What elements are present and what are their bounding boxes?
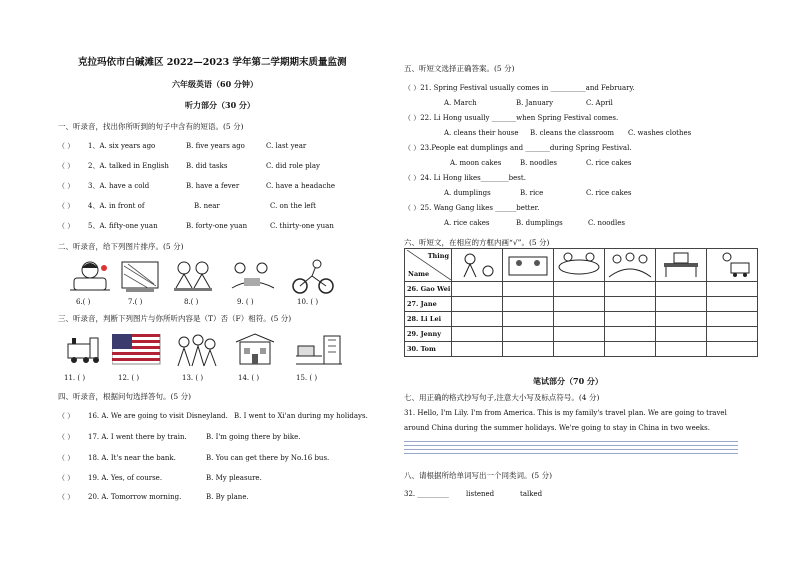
building-picture (234, 332, 276, 368)
option-b: B. five years ago (186, 142, 245, 150)
table-row (405, 312, 758, 327)
option-b: B. You can get there by No.16 bus. (206, 454, 330, 462)
check-cell[interactable] (605, 327, 656, 342)
check-cell[interactable] (707, 282, 758, 297)
table-row (405, 282, 758, 297)
question-32-blank[interactable]: 32. _________ (404, 490, 449, 498)
cooking-picture (228, 258, 278, 296)
check-cell[interactable] (452, 297, 503, 312)
street-picture (294, 332, 344, 368)
question: （ ）25. Wang Gang likes ______better. (404, 204, 540, 212)
people-drawing-picture (170, 258, 216, 296)
option-b: B. I went to Xi'an during my holidays. (234, 412, 368, 420)
header-thing: Thing (427, 252, 449, 260)
check-cell[interactable] (656, 342, 707, 357)
word-listened: listened (466, 490, 495, 498)
option-a: 5、A. fifty-one yuan (88, 222, 158, 230)
check-cell[interactable] (554, 297, 605, 312)
row-number: 26. (407, 285, 419, 293)
section-7-heading: 七、用正确的格式抄写句子,注意大小写及标点符号。(4 分) (404, 393, 600, 402)
option-b: B. My pleasure. (206, 474, 262, 482)
answer-paren[interactable]: （ ） (58, 222, 75, 230)
check-cell[interactable] (707, 342, 758, 357)
check-cell[interactable] (656, 282, 707, 297)
row-name: Li Lei (420, 315, 442, 323)
option-a: 16. A. We are going to visit Disneyland. (88, 412, 228, 420)
check-cell[interactable] (605, 342, 656, 357)
option-b: B. noodles (520, 159, 557, 167)
train-picture (64, 334, 108, 366)
answer-paren[interactable]: （ ） (58, 454, 75, 462)
table-header-corner (405, 249, 452, 282)
header-name: Name (408, 270, 430, 278)
check-cell[interactable] (452, 282, 503, 297)
option-a: 2、A. talked in English (88, 162, 169, 170)
option-b: B. I'm going there by bike. (206, 433, 301, 441)
section-6-heading: 六、听短文，在相应的方框内画“√”。(5 分) (404, 238, 550, 247)
desk-picture-cell (656, 249, 707, 282)
table-row (405, 327, 758, 342)
exam-subtitle: 六年级英语（60 分钟） (172, 79, 258, 89)
option-c: C. did role play (266, 162, 320, 170)
check-cell[interactable] (656, 327, 707, 342)
check-cell[interactable] (452, 312, 503, 327)
check-cell[interactable] (554, 342, 605, 357)
check-cell[interactable] (503, 342, 554, 357)
picture-label[interactable]: 9. ( ) (237, 298, 254, 306)
option-a: A. cleans their house (444, 129, 519, 137)
question: （ ）24. Li Hong likes________best. (404, 174, 526, 182)
option-c: C. rice cakes (586, 189, 632, 197)
answer-paren[interactable]: （ ） (58, 142, 75, 150)
written-part-title: 笔试部分（70 分） (533, 376, 603, 386)
group-picture-cell (605, 249, 656, 282)
check-cell[interactable] (503, 282, 554, 297)
check-cell[interactable] (503, 327, 554, 342)
option-b: B. near (194, 202, 220, 210)
row-number: 29. (407, 330, 419, 338)
answer-paren[interactable]: （ ） (58, 493, 75, 501)
picture-label[interactable]: 12. ( ) (118, 374, 140, 382)
section-3-heading: 三、听录音，判断下列图片与你所听内容是（T）否（F）相符。(5 分) (58, 314, 292, 323)
section-5-heading: 五、听短文选择正确答案。(5 分) (404, 64, 515, 73)
question: （ ）22. Li Hong usually _______when Spring Festival comes. (404, 114, 619, 122)
row-name: Tom (420, 345, 436, 353)
answer-paren[interactable]: （ ） (58, 412, 75, 420)
option-b: B. January (516, 99, 554, 107)
option-a: 19. A. Yes, of course. (88, 474, 163, 482)
answer-paren[interactable]: （ ） (58, 474, 75, 482)
picture-label[interactable]: 13. ( ) (182, 374, 204, 382)
cycling-picture (290, 258, 336, 296)
answer-paren[interactable]: （ ） (58, 182, 75, 190)
option-a: 18. A. It's near the bank. (88, 454, 176, 462)
games-picture-cell (503, 249, 554, 282)
picture-label[interactable]: 6.( ) (76, 298, 91, 306)
table-row (405, 342, 758, 357)
option-c: C. thirty-one yuan (270, 222, 334, 230)
option-a: 20. A. Tomorrow morning. (88, 493, 182, 501)
reading-picture (118, 258, 162, 296)
american-flag-picture (112, 334, 162, 366)
copy-sentence-line-1: 31. Hello, I'm Lily. I'm from America. This is my family's travel plan. We are going to travel (404, 409, 727, 417)
check-cell[interactable] (554, 327, 605, 342)
row-name: Gao Wei (420, 285, 451, 293)
check-cell[interactable] (503, 312, 554, 327)
section-2-heading: 二、听录音，给下列图片排序。(5 分) (58, 242, 184, 251)
picture-label[interactable]: 15. ( ) (296, 374, 318, 382)
answer-paren[interactable]: （ ） (58, 162, 75, 170)
option-b: B. did tasks (186, 162, 228, 170)
option-a: A. March (444, 99, 477, 107)
section-8-heading: 八、请根据所给单词写出一个同类词。(5 分) (404, 471, 553, 480)
row-number: 27. (407, 300, 419, 308)
option-c: C. April (586, 99, 613, 107)
check-cell[interactable] (707, 297, 758, 312)
answer-paren[interactable]: （ ） (58, 202, 75, 210)
check-cell[interactable] (656, 312, 707, 327)
cart-picture-cell (707, 249, 758, 282)
check-table (404, 248, 758, 357)
picture-label[interactable]: 7.( ) (128, 298, 143, 306)
children-picture (174, 332, 218, 368)
girl-sick-picture (64, 258, 114, 296)
question: （ ）23.People eat dumplings and _______during Spring Festival. (404, 144, 632, 152)
row-number: 30. (407, 345, 419, 353)
check-cell[interactable] (452, 327, 503, 342)
check-cell[interactable] (554, 282, 605, 297)
picture-label[interactable]: 14. ( ) (238, 374, 260, 382)
option-a: 4、A. in front of (88, 202, 145, 210)
check-cell[interactable] (605, 282, 656, 297)
check-cell[interactable] (503, 297, 554, 312)
option-c: C. have a headache (266, 182, 336, 190)
soccer-picture-cell (452, 249, 503, 282)
option-c: C. last year (266, 142, 307, 150)
row-name: Jenny (420, 330, 442, 338)
listening-part-title: 听力部分（30 分） (185, 100, 255, 110)
picture-label[interactable]: 10. ( ) (297, 298, 319, 306)
answer-paren[interactable]: （ ） (58, 433, 75, 441)
row-name: Jane (420, 300, 437, 308)
picture-label[interactable]: 8.( ) (184, 298, 199, 306)
option-c: C. rice cakes (586, 159, 632, 167)
row-number: 28. (407, 315, 419, 323)
option-b: B. forty-one yuan (186, 222, 248, 230)
option-b: B. rice (520, 189, 544, 197)
check-cell[interactable] (554, 312, 605, 327)
check-cell[interactable] (605, 312, 656, 327)
option-c: C. on the left (270, 202, 316, 210)
check-cell[interactable] (452, 342, 503, 357)
check-cell[interactable] (707, 327, 758, 342)
option-a: 17. A. I went there by train. (88, 433, 187, 441)
word-talked: talked (520, 490, 543, 498)
section-1-heading: 一、听录音，找出你所听到的句子中含有的短语。(5 分) (58, 122, 244, 131)
option-a: A. rice cakes (444, 219, 490, 227)
table-row (405, 297, 758, 312)
option-c: C. noodles (588, 219, 625, 227)
check-cell[interactable] (707, 312, 758, 327)
exam-title: 克拉玛依市白碱滩区 2022—2023 学年第二学期期末质量监测 (78, 57, 347, 68)
option-c: C. washes clothes (628, 129, 692, 137)
option-a: A. dumplings (444, 189, 491, 197)
picture-label[interactable]: 11. ( ) (64, 374, 86, 382)
option-b: B. cleans the classroom (530, 129, 615, 137)
option-a: 1、A. six years ago (88, 142, 156, 150)
check-cell[interactable] (605, 297, 656, 312)
question: （ ）21. Spring Festival usually comes in __________and February. (404, 84, 635, 92)
option-b: B. By plane. (206, 493, 249, 501)
option-a: 3、A. have a cold (88, 182, 150, 190)
option-b: B. dumplings (516, 219, 563, 227)
section-4-heading: 四、听录音，根据问句选择答句。(5 分) (58, 392, 192, 401)
check-cell[interactable] (656, 297, 707, 312)
option-a: A. moon cakes (450, 159, 502, 167)
copy-sentence-line-2: around China during the summer holidays. We're going to stay in China in two weeks. (404, 424, 710, 432)
option-b: B. have a fever (186, 182, 240, 190)
meal-picture-cell (554, 249, 605, 282)
